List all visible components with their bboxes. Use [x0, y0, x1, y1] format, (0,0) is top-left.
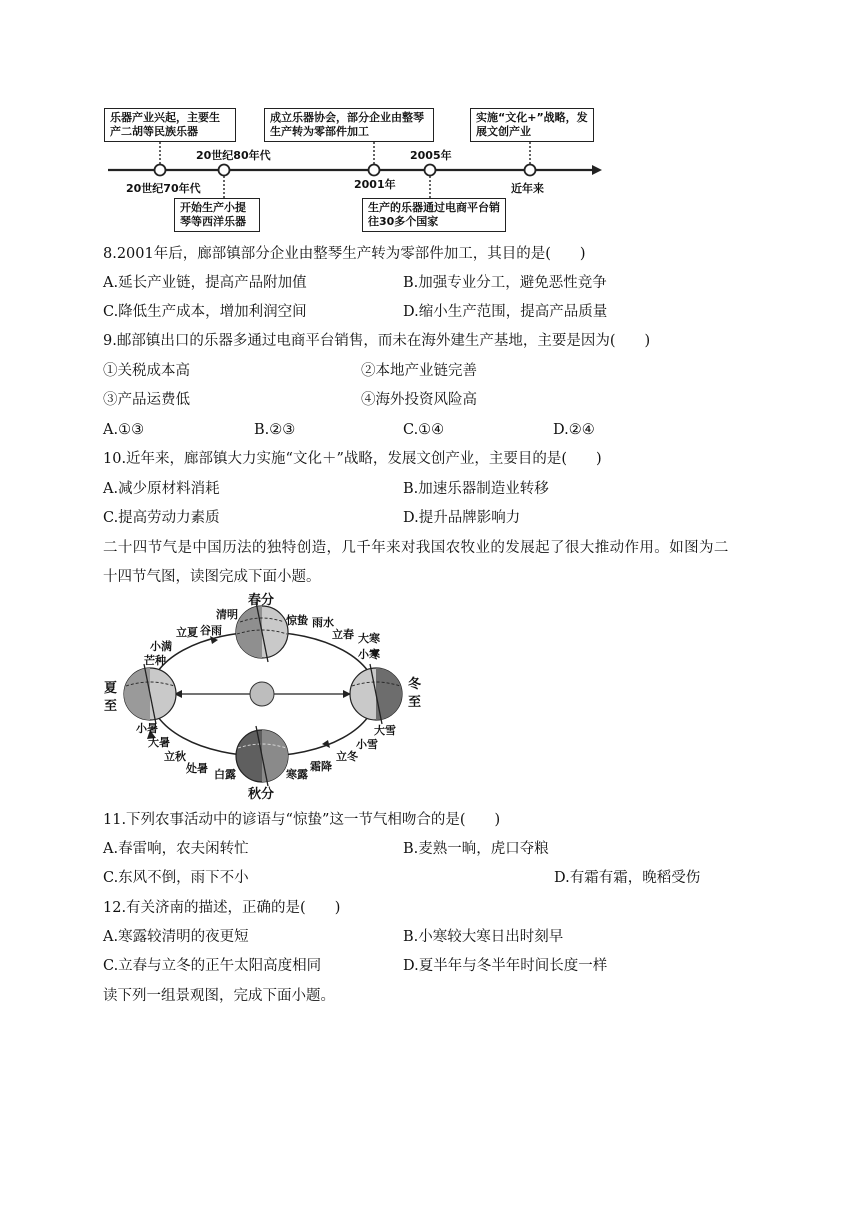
- option: A.延长产业链，提高产品附加值: [103, 275, 307, 291]
- timeline-label: 2005年: [410, 149, 452, 162]
- solar-term-label: 小暑: [136, 722, 158, 735]
- option: C.提高劳动力素质: [103, 510, 220, 526]
- solar-term-label: 立夏: [176, 626, 198, 639]
- intro-paragraph: 十四节气图，读图完成下面小题。: [103, 569, 321, 585]
- statement-item: ①关税成本高: [103, 363, 190, 379]
- timeline-figure: [100, 100, 610, 235]
- solar-term-label: 芒种: [144, 654, 166, 667]
- timeline-label: 近年来: [511, 182, 544, 195]
- solar-term-label: 小雪: [356, 738, 378, 751]
- label-dongzhi: 冬: [408, 677, 422, 692]
- question-stem: 9.邮部镇出口的乐器多通过电商平台销售，而未在海外建生产基地，主要是因为( ): [103, 333, 651, 349]
- question-stem: 12.有关济南的描述，正确的是( ): [103, 900, 341, 916]
- option: C.东风不倒，雨下不小: [103, 870, 249, 886]
- solar-term-label: 白露: [214, 768, 236, 781]
- earth-winter-solstice: [350, 664, 402, 724]
- solar-terms-diagram: [100, 592, 440, 802]
- option: B.②③: [254, 422, 296, 438]
- solar-term-label: 惊蛰: [286, 614, 308, 627]
- statement-item: ④海外投资风险高: [361, 392, 477, 408]
- option: D.夏半年与冬半年时间长度一样: [403, 958, 608, 974]
- solar-term-label: 雨水: [312, 616, 334, 629]
- timeline-event-box: 开始生产小提琴等西洋乐器: [174, 198, 260, 232]
- option: B.加强专业分工，避免恶性竞争: [403, 275, 607, 291]
- outro-text: 读下列一组景观图，完成下面小题。: [103, 988, 335, 1004]
- solar-term-label: 立冬: [336, 750, 358, 763]
- timeline-label: 20世纪80年代: [196, 149, 271, 162]
- option: A.减少原材料消耗: [103, 481, 220, 497]
- solar-term-label: 寒露: [286, 768, 308, 781]
- solar-term-label: 立秋: [164, 750, 186, 763]
- statement-item: ②本地产业链完善: [361, 363, 477, 379]
- option: B.麦熟一晌，虎口夺粮: [403, 841, 549, 857]
- solar-term-label: 霜降: [310, 760, 332, 773]
- timeline-event-box: 乐器产业兴起，主要生产二胡等民族乐器: [104, 108, 236, 142]
- label-xiazhi: 夏: [104, 681, 118, 696]
- option: A.①③: [103, 422, 145, 438]
- option: C.立春与立冬的正午太阳高度相同: [103, 958, 322, 974]
- earth-autumn-equinox: [236, 726, 288, 786]
- solar-term-label: 大寒: [358, 632, 380, 645]
- option: B.小寒较大寒日出时刻早: [403, 929, 564, 945]
- statement-item: ③产品运费低: [103, 392, 190, 408]
- timeline-event-box: 生产的乐器通过电商平台销往30多个国家: [362, 198, 506, 232]
- option: D.缩小生产范围，提高产品质量: [403, 304, 608, 320]
- label-chunfen: 春分: [248, 593, 275, 608]
- option: C.①④: [403, 422, 445, 438]
- solar-term-label: 小寒: [358, 648, 380, 661]
- label-dongzhi: 至: [408, 695, 422, 710]
- solar-term-label: 大暑: [148, 736, 170, 749]
- option: D.有霜有霜，晚稻受伤: [554, 870, 701, 886]
- timeline-label: 20世纪70年代: [126, 182, 201, 195]
- question-stem: 10.近年来，廊部镇大力实施“文化＋”战略，发展文创产业，主要目的是( ): [103, 451, 602, 467]
- solar-term-label: 清明: [216, 608, 238, 621]
- timeline-event-box: 实施“文化+”战略，发展文创产业: [470, 108, 594, 142]
- solar-term-label: 立春: [332, 628, 354, 641]
- earth-spring-equinox: [236, 602, 288, 662]
- sun: [250, 682, 274, 706]
- question-stem: 8.2001年后，廊部镇部分企业由整琴生产转为零部件加工，其目的是( ): [103, 246, 586, 262]
- option: C.降低生产成本，增加利润空间: [103, 304, 307, 320]
- option: D.提升品牌影响力: [403, 510, 521, 526]
- label-xiazhi: 至: [104, 699, 118, 714]
- option: A.春雷响，农夫闲转忙: [103, 841, 249, 857]
- solar-term-label: 小满: [150, 640, 172, 653]
- solar-term-label: 处暑: [186, 762, 208, 775]
- label-qiufen: 秋分: [248, 787, 275, 802]
- option: D.②④: [553, 422, 595, 438]
- option: B.加速乐器制造业转移: [403, 481, 549, 497]
- solar-term-label: 大雪: [374, 724, 396, 737]
- timeline-label: 2001年: [354, 178, 396, 191]
- question-stem: 11.下列农事活动中的谚语与“惊蛰”这一节气相吻合的是( ): [103, 812, 501, 828]
- earth-summer-solstice: [124, 664, 176, 724]
- option: A.寒露较清明的夜更短: [103, 929, 249, 945]
- timeline-event-box: 成立乐器协会，部分企业由整琴生产转为零部件加工: [264, 108, 434, 142]
- solar-term-label: 谷雨: [200, 624, 222, 637]
- intro-paragraph: 二十四节气是中国历法的独特创造，几千年来对我国农牧业的发展起了很大推动作用。如图为二: [103, 540, 729, 556]
